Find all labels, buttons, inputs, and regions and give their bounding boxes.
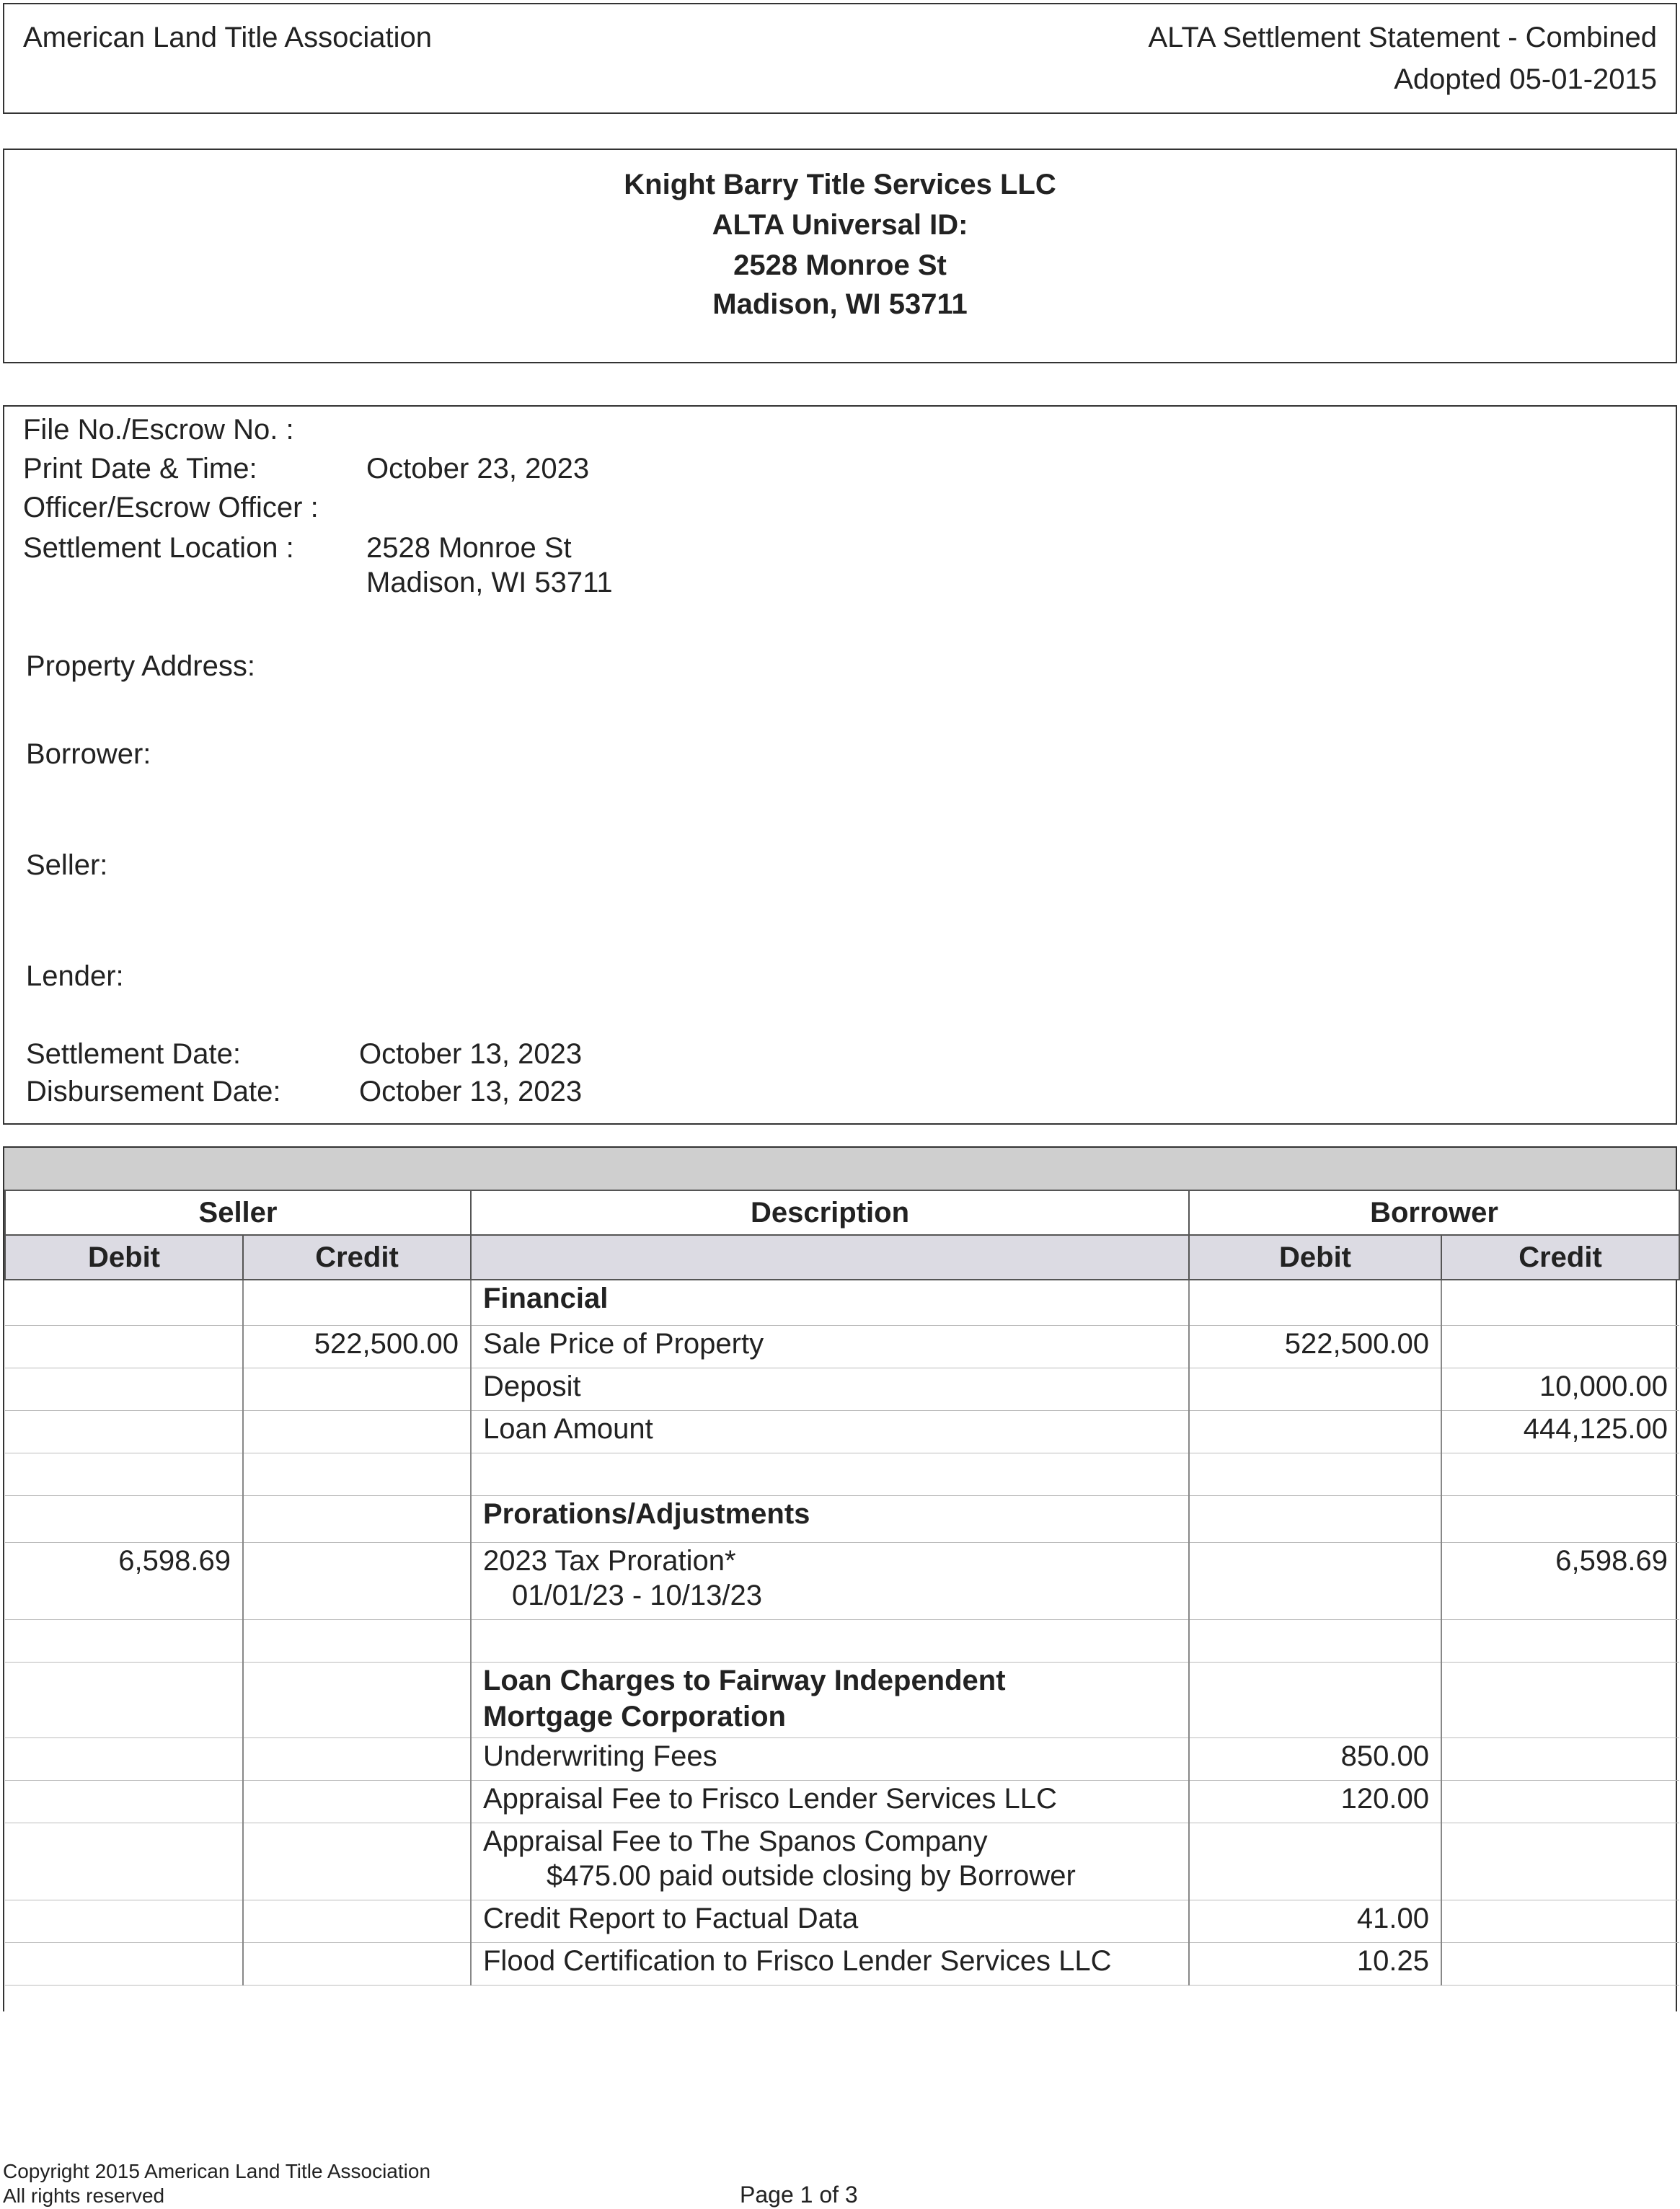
seller-credit-cell — [243, 1943, 471, 1986]
seller-debit-cell — [5, 1620, 243, 1663]
table-row — [5, 1453, 1679, 1496]
borrower-debit-cell: 120.00 — [1189, 1781, 1441, 1823]
borrower-credit-cell — [1441, 1663, 1679, 1738]
section-heading-cell — [471, 1280, 1189, 1326]
table-row — [5, 1368, 1679, 1411]
table-row — [5, 1543, 1679, 1620]
table-row — [5, 1738, 1679, 1781]
seller-label: Seller: — [26, 849, 108, 881]
seller-debit-cell — [5, 1943, 243, 1986]
settlement-table — [3, 1146, 1677, 2011]
seller-debit-cell — [5, 1738, 243, 1781]
section-heading: Prorations/Adjustments — [483, 1498, 810, 1530]
seller-credit-cell — [243, 1738, 471, 1781]
section-heading: Financial — [483, 1283, 609, 1314]
borrower-debit-cell — [1189, 1620, 1441, 1663]
print-date-value: October 23, 2023 — [366, 453, 590, 484]
table-row — [5, 1823, 1679, 1900]
table-row — [5, 1620, 1679, 1663]
company-address-line1: 2528 Monroe St — [733, 249, 947, 281]
description-cell — [471, 1411, 1189, 1453]
form-header — [3, 3, 1677, 114]
borrower-credit-cell: 6,598.69 — [1441, 1543, 1679, 1620]
page-number: Page 1 of 3 — [740, 2182, 858, 2208]
seller-credit-cell: 522,500.00 — [243, 1326, 471, 1368]
borrower-credit-cell — [1441, 1620, 1679, 1663]
company-address-line2: Madison, WI 53711 — [712, 288, 968, 320]
borrower-debit-header: Debit — [1189, 1235, 1441, 1280]
seller-credit-cell — [243, 1453, 471, 1496]
borrower-credit-cell — [1441, 1943, 1679, 1986]
org-name: American Land Title Association — [23, 22, 432, 53]
file-no-label: File No./Escrow No. : — [23, 414, 294, 446]
table-row — [5, 1900, 1679, 1943]
adopted-date: Adopted 05-01-2015 — [1394, 63, 1657, 95]
seller-debit-cell — [5, 1453, 243, 1496]
seller-debit-cell — [5, 1781, 243, 1823]
line-description: Underwriting Fees — [483, 1740, 717, 1772]
line-note: $475.00 paid outside closing by Borrower — [547, 1860, 1076, 1892]
form-title: ALTA Settlement Statement - Combined — [1148, 22, 1657, 53]
company-block — [3, 149, 1677, 363]
table-top-bar — [4, 1148, 1676, 1191]
section-heading: Loan Charges to Fairway Independent — [483, 1665, 1006, 1696]
charges-table — [4, 1190, 1680, 1986]
seller-debit-cell: 6,598.69 — [5, 1543, 243, 1620]
description-cell — [471, 1900, 1189, 1943]
table-row — [5, 1943, 1679, 1986]
description-cell — [471, 1326, 1189, 1368]
table-body — [5, 1280, 1679, 1986]
borrower-debit-cell — [1189, 1663, 1441, 1738]
disbursement-date-value: October 13, 2023 — [359, 1076, 583, 1107]
borrower-credit-cell — [1441, 1823, 1679, 1900]
line-description: 2023 Tax Proration* — [483, 1545, 736, 1577]
line-description: Credit Report to Factual Data — [483, 1903, 859, 1934]
borrower-debit-cell — [1189, 1411, 1441, 1453]
borrower-debit-cell: 522,500.00 — [1189, 1326, 1441, 1368]
description-subheader — [471, 1235, 1189, 1280]
description-cell — [471, 1543, 1189, 1620]
table-row — [5, 1663, 1679, 1738]
seller-credit-cell — [243, 1663, 471, 1738]
settlement-location-line2: Madison, WI 53711 — [366, 567, 613, 598]
line-description: Appraisal Fee to Frisco Lender Services LLC — [483, 1783, 1057, 1815]
borrower-credit-cell — [1441, 1280, 1679, 1326]
borrower-header: Borrower — [1189, 1190, 1679, 1235]
borrower-credit-cell — [1441, 1326, 1679, 1368]
borrower-debit-cell: 10.25 — [1189, 1943, 1441, 1986]
seller-credit-header: Credit — [243, 1235, 471, 1280]
description-cell — [471, 1368, 1189, 1411]
settlement-date-value: October 13, 2023 — [359, 1038, 583, 1070]
borrower-debit-cell — [1189, 1823, 1441, 1900]
line-description: Loan Amount — [483, 1413, 653, 1445]
seller-debit-cell — [5, 1411, 243, 1453]
line-description: Appraisal Fee to The Spanos Company — [483, 1825, 988, 1857]
borrower-credit-cell — [1441, 1496, 1679, 1543]
borrower-credit-cell: 10,000.00 — [1441, 1368, 1679, 1411]
description-cell — [471, 1620, 1189, 1663]
description-cell — [471, 1823, 1189, 1900]
seller-debit-cell — [5, 1663, 243, 1738]
seller-debit-cell — [5, 1326, 243, 1368]
universal-id: ALTA Universal ID: — [712, 209, 968, 241]
rights: All rights reserved — [3, 2184, 165, 2207]
borrower-credit-cell — [1441, 1738, 1679, 1781]
company-name: Knight Barry Title Services LLC — [624, 169, 1056, 200]
table-row — [5, 1411, 1679, 1453]
seller-debit-cell — [5, 1280, 243, 1326]
disbursement-date-label: Disbursement Date: — [26, 1076, 281, 1107]
borrower-credit-cell — [1441, 1781, 1679, 1823]
seller-debit-cell — [5, 1900, 243, 1943]
description-header: Description — [471, 1190, 1189, 1235]
borrower-debit-cell — [1189, 1543, 1441, 1620]
seller-credit-cell — [243, 1620, 471, 1663]
seller-credit-cell — [243, 1496, 471, 1543]
seller-debit-header: Debit — [5, 1235, 243, 1280]
borrower-credit-cell: 444,125.00 — [1441, 1411, 1679, 1453]
property-address-label: Property Address: — [26, 650, 255, 682]
borrower-debit-cell — [1189, 1280, 1441, 1326]
seller-debit-cell — [5, 1823, 243, 1900]
seller-credit-cell — [243, 1411, 471, 1453]
section-heading-continued: Mortgage Corporation — [483, 1701, 786, 1732]
seller-debit-cell — [5, 1368, 243, 1411]
settlement-info — [3, 405, 1677, 1125]
borrower-label: Borrower: — [26, 738, 151, 770]
description-cell — [471, 1453, 1189, 1496]
settlement-date-label: Settlement Date: — [26, 1038, 241, 1070]
borrower-credit-cell — [1441, 1900, 1679, 1943]
seller-credit-cell — [243, 1280, 471, 1326]
line-description: Deposit — [483, 1371, 581, 1402]
settlement-location-line1: 2528 Monroe St — [366, 532, 572, 564]
borrower-debit-cell — [1189, 1496, 1441, 1543]
seller-credit-cell — [243, 1781, 471, 1823]
borrower-debit-cell: 41.00 — [1189, 1900, 1441, 1943]
seller-header: Seller — [5, 1190, 471, 1235]
copyright: Copyright 2015 American Land Title Association — [3, 2160, 431, 2182]
print-date-label: Print Date & Time: — [23, 453, 257, 484]
section-heading-cell — [471, 1663, 1189, 1738]
lender-label: Lender: — [26, 960, 124, 992]
borrower-credit-cell — [1441, 1453, 1679, 1496]
table-row — [5, 1781, 1679, 1823]
line-note: 01/01/23 - 10/13/23 — [512, 1580, 762, 1611]
seller-credit-cell — [243, 1823, 471, 1900]
borrower-debit-cell: 850.00 — [1189, 1738, 1441, 1781]
description-cell — [471, 1781, 1189, 1823]
seller-credit-cell — [243, 1900, 471, 1943]
table-row — [5, 1496, 1679, 1543]
description-cell — [471, 1943, 1189, 1986]
section-heading-cell — [471, 1496, 1189, 1543]
line-description: Sale Price of Property — [483, 1328, 764, 1360]
borrower-debit-cell — [1189, 1453, 1441, 1496]
seller-credit-cell — [243, 1368, 471, 1411]
table-row — [5, 1280, 1679, 1326]
description-cell — [471, 1738, 1189, 1781]
seller-credit-cell — [243, 1543, 471, 1620]
settlement-location-label: Settlement Location : — [23, 532, 294, 564]
borrower-debit-cell — [1189, 1368, 1441, 1411]
seller-debit-cell — [5, 1496, 243, 1543]
officer-label: Officer/Escrow Officer : — [23, 492, 319, 523]
table-row — [5, 1326, 1679, 1368]
line-description: Flood Certification to Frisco Lender Services LLC — [483, 1945, 1112, 1977]
borrower-credit-header: Credit — [1441, 1235, 1679, 1280]
